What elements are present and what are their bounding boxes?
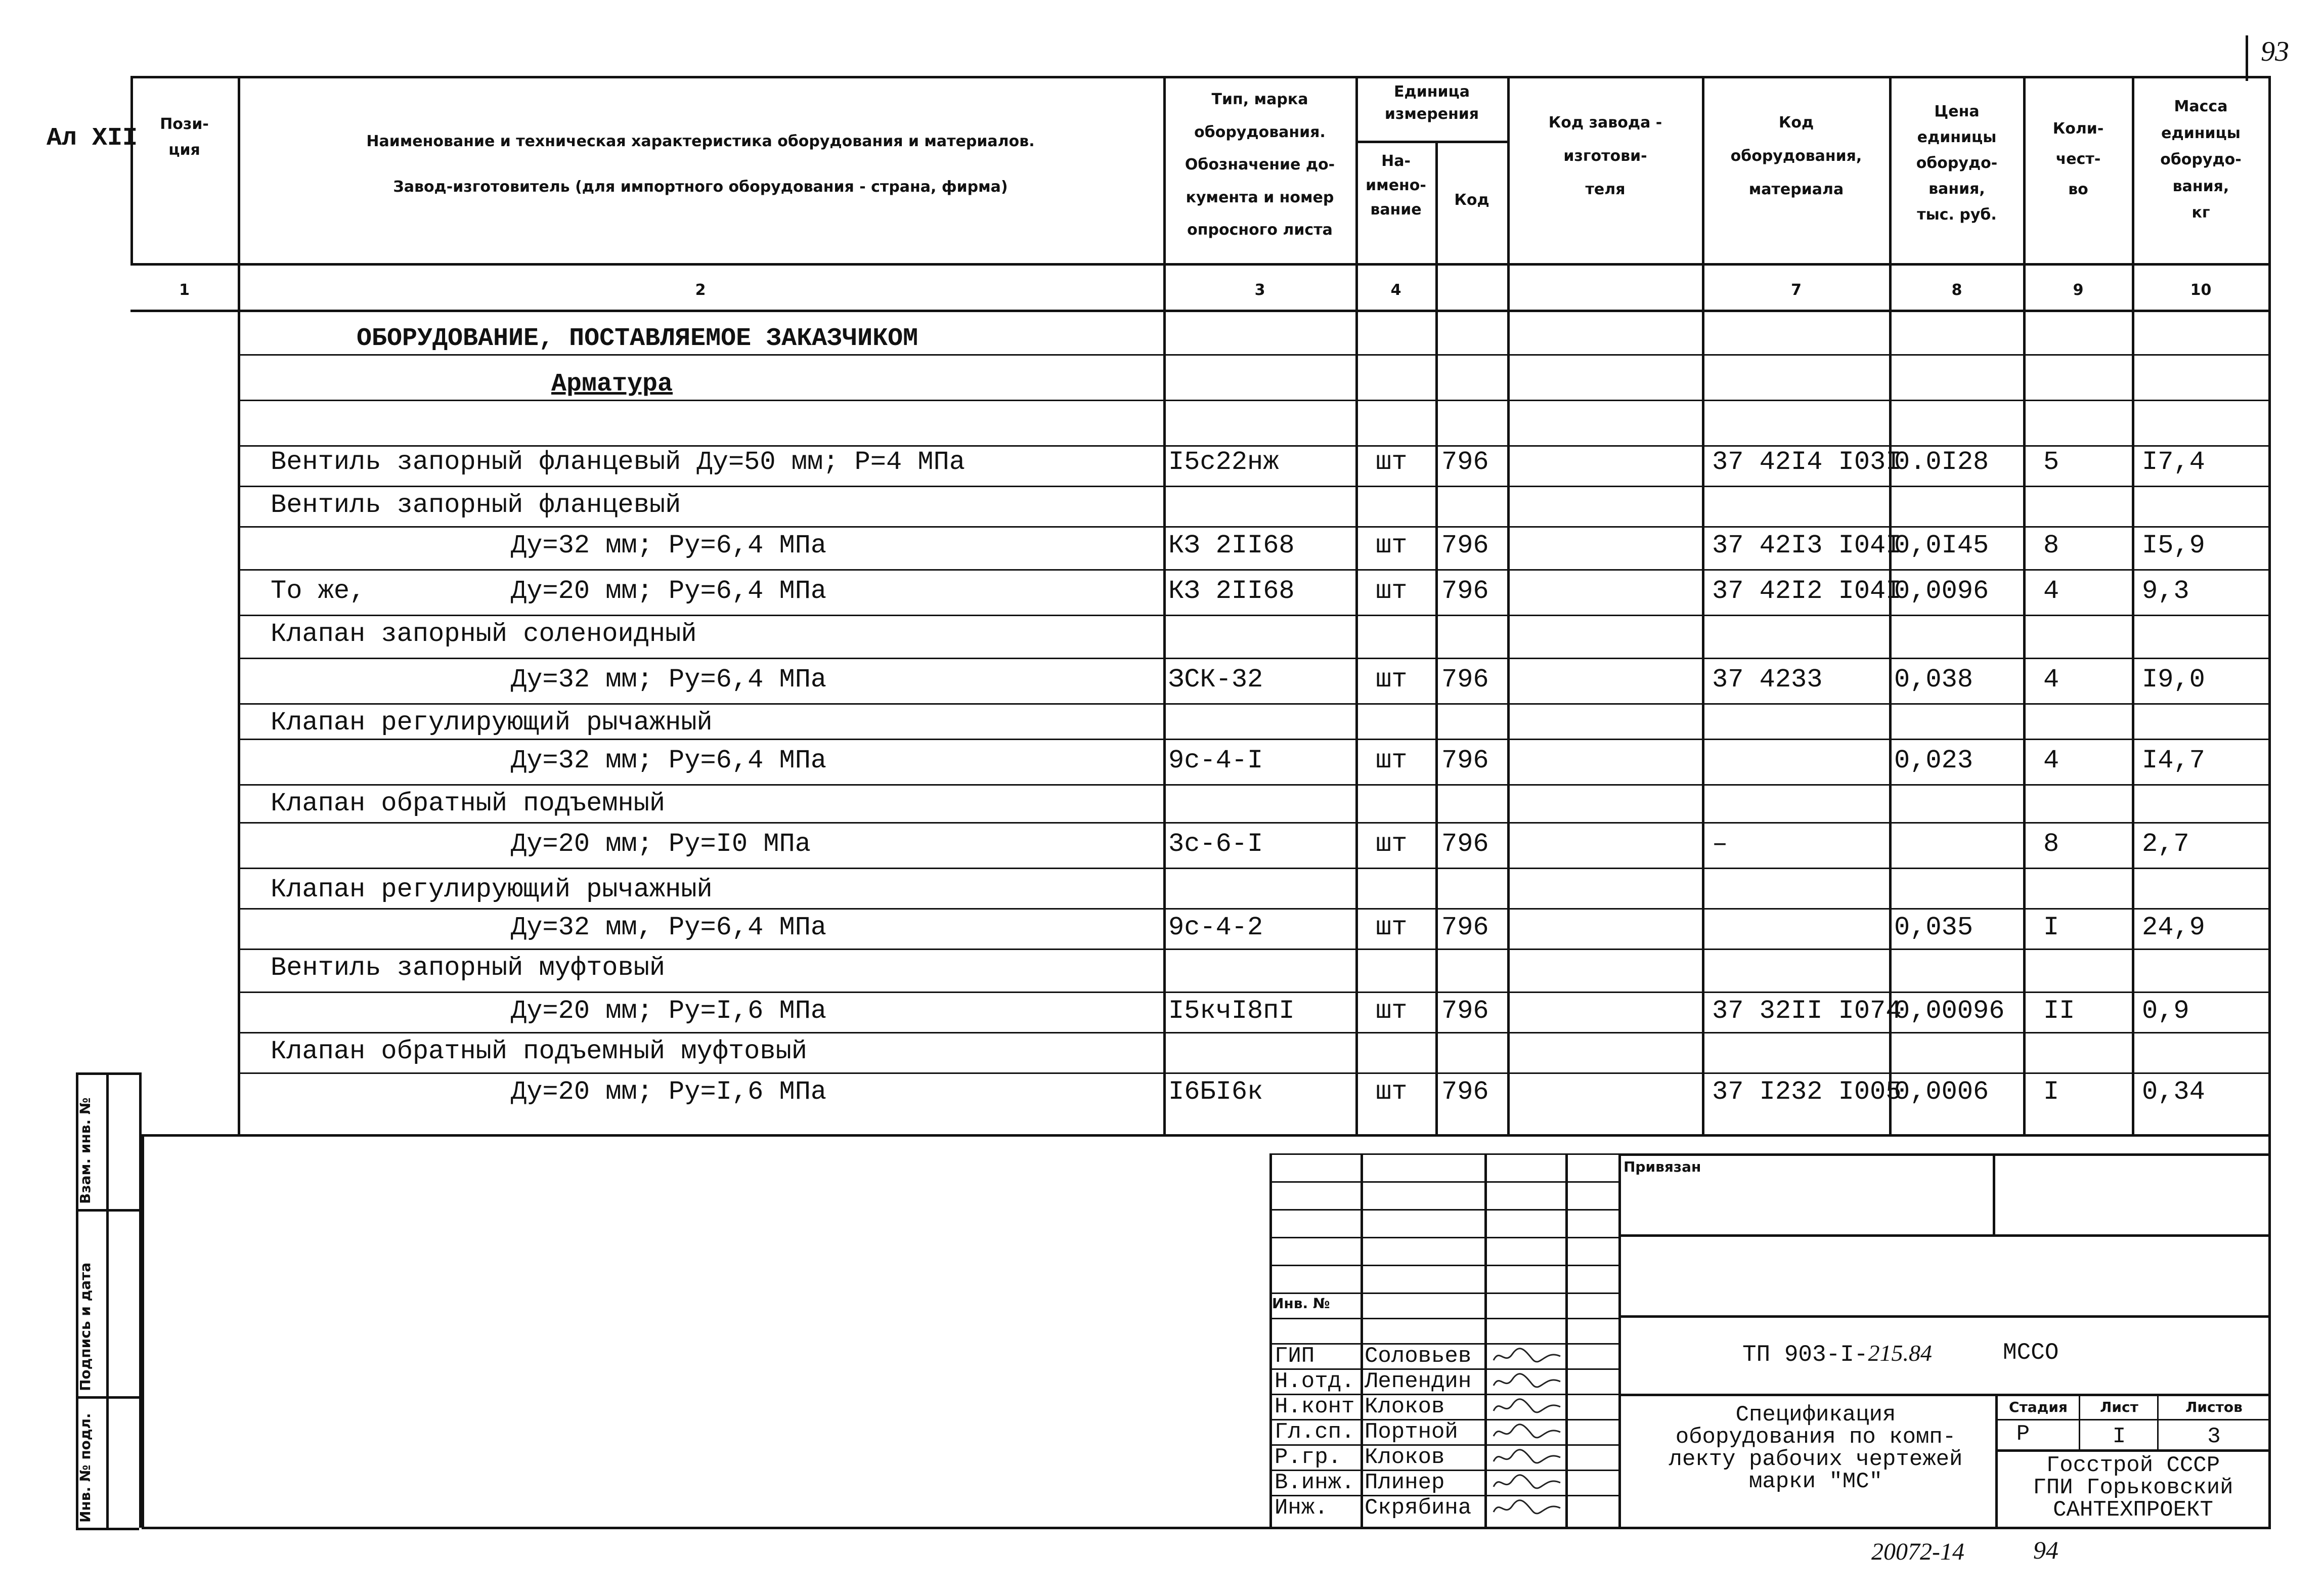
colnum-9: 9 xyxy=(2073,281,2084,299)
item-unit: шт xyxy=(1376,1077,1408,1107)
colnum-10: 10 xyxy=(2190,281,2212,299)
item-unit: шт xyxy=(1376,531,1408,561)
doc-suffix: МССО xyxy=(2003,1340,2059,1366)
side-stamp-mid xyxy=(106,1072,109,1528)
item-unit: шт xyxy=(1376,447,1408,477)
item-type: ЗСК-32 xyxy=(1168,665,1263,695)
frame-left xyxy=(142,1134,144,1529)
item-price: 0,0006 xyxy=(1894,1077,1989,1107)
item-qty: I xyxy=(2043,913,2059,942)
tb-h2 xyxy=(1269,1209,1618,1211)
item-price: 0,038 xyxy=(1894,665,1974,695)
colnum-7: 7 xyxy=(1791,281,1802,299)
stage-label: Стадия xyxy=(2009,1399,2068,1415)
tb-r-h-org xyxy=(1995,1449,2268,1452)
item-qty: 8 xyxy=(2043,531,2059,561)
tb-h0 xyxy=(1269,1153,1618,1155)
item-unit: шт xyxy=(1376,913,1408,942)
colnum-3: 3 xyxy=(1254,281,1265,299)
stamp-person: Лепендин xyxy=(1365,1369,1472,1394)
item-name: Ду=32 мм; Ру=6,4 МПа xyxy=(511,665,827,695)
signature-mark xyxy=(1489,1472,1565,1493)
unit-split-line xyxy=(1355,141,1507,143)
row-line xyxy=(238,1032,2268,1033)
tb-v5 xyxy=(1618,1153,1621,1528)
item-type: I5кчI8пI xyxy=(1168,996,1295,1026)
stamp-role: Н.отд. xyxy=(1275,1369,1355,1394)
header-name: Наименование и техническая характеристика оборудования и материалов. Завод-изготовитель (для импортного оборудования - страна, фирма) xyxy=(366,133,1035,196)
stamp-role: В.инж. xyxy=(1275,1470,1355,1495)
item-type: I5с22нж xyxy=(1168,447,1279,477)
header-unit: Единица измерения xyxy=(1384,83,1479,123)
stamp-person: Клоков xyxy=(1365,1445,1445,1470)
item-name: Клапан запорный соленоидный xyxy=(271,619,697,649)
item-qty: II xyxy=(2043,996,2075,1026)
item-unit-code: 796 xyxy=(1441,531,1489,561)
item-name: Ду=32 мм, Ру=6,4 МПа xyxy=(511,913,827,942)
tb-h5 xyxy=(1269,1292,1618,1294)
item-unit-code: 796 xyxy=(1441,913,1489,942)
section-row-line xyxy=(238,400,2268,401)
item-name: Ду=20 мм; Ру=I,6 МПа xyxy=(511,1077,827,1107)
item-unit: шт xyxy=(1376,829,1408,859)
doc-code-prefix: ТП 903-I- xyxy=(1742,1342,1868,1368)
row-line xyxy=(238,526,2268,528)
item-type: 9с-4-I xyxy=(1168,746,1263,775)
item-name: Ду=32 мм; Ру=6,4 МПа xyxy=(511,531,827,561)
item-name: Ду=20 мм; Ру=I0 МПа xyxy=(511,829,811,859)
side-stamp-bottom xyxy=(76,1528,139,1530)
tb-r-top xyxy=(1618,1153,2268,1156)
item-mass: 9,3 xyxy=(2142,576,2189,606)
tb-r-h3 xyxy=(1618,1394,2268,1396)
tb-r-v-stage2 xyxy=(2157,1394,2159,1449)
tb-r-h-stage xyxy=(1995,1419,2268,1420)
doc-code-hand: 215.84 xyxy=(1868,1340,1932,1366)
item-type: КЗ 2II68 xyxy=(1168,576,1295,606)
item-qty: 4 xyxy=(2043,746,2059,775)
item-price: 0,0I45 xyxy=(1894,531,1989,561)
item-qty: I xyxy=(2043,1077,2059,1107)
colnum-8: 8 xyxy=(1951,281,1962,299)
tb-r-h2 xyxy=(1618,1315,2268,1318)
item-unit: шт xyxy=(1376,996,1408,1026)
frame-right xyxy=(2268,1134,2271,1529)
item-mass: I7,4 xyxy=(2142,447,2205,477)
item-name: Ду=32 мм; Ру=6,4 МПа xyxy=(511,746,827,775)
item-price: 0.0I28 xyxy=(1894,447,1989,477)
header-unit-code: Код xyxy=(1454,191,1489,209)
row-line xyxy=(238,703,2268,705)
col-line-9 xyxy=(2132,76,2134,1134)
header-pos: Пози- ция xyxy=(160,115,209,159)
item-qty: 4 xyxy=(2043,576,2059,606)
table-bottom-border xyxy=(142,1134,2271,1137)
item-qty: 4 xyxy=(2043,665,2059,695)
row-line xyxy=(238,822,2268,824)
col-line-6 xyxy=(1702,76,1704,1134)
item-params: Ду=20 мм; Ру=6,4 МПа xyxy=(511,576,827,606)
item-name: Вентиль запорный муфтовый xyxy=(271,953,666,983)
row-line xyxy=(238,569,2268,571)
item-type: КЗ 2II68 xyxy=(1168,531,1295,561)
item-qty: 8 xyxy=(2043,829,2059,859)
item-equip-code: – xyxy=(1712,829,1728,859)
col-line-0 xyxy=(130,76,133,266)
row-line xyxy=(238,1072,2268,1074)
tb-h3 xyxy=(1269,1237,1618,1238)
section-title: ОБОРУДОВАНИЕ, ПОСТАВЛЯЕМОЕ ЗАКАЗЧИКОМ xyxy=(357,324,918,353)
doc-code xyxy=(1742,1340,1932,1368)
item-mass: I5,9 xyxy=(2142,531,2205,561)
header-price: Цена единицы оборудо- вания, тыс. руб. xyxy=(1916,103,1998,224)
item-equip-code: 37 I232 I005 xyxy=(1712,1077,1902,1107)
stamp-role: ГИП xyxy=(1275,1344,1315,1369)
item-unit: шт xyxy=(1376,665,1408,695)
table-top-border xyxy=(130,76,2271,78)
stamp-person: Плинер xyxy=(1365,1470,1445,1495)
item-name: Вентиль запорный фланцевый Ду=50 мм; Р=4 МПа xyxy=(271,447,966,477)
signature-mark xyxy=(1489,1370,1565,1392)
tb-h1 xyxy=(1269,1181,1618,1183)
signature-mark xyxy=(1489,1396,1565,1417)
item-equip-code: 37 42I4 I03I xyxy=(1712,447,1902,477)
item-type: 9с-4-2 xyxy=(1168,913,1263,942)
sheet-label: Лист xyxy=(2100,1399,2138,1415)
row-line xyxy=(238,908,2268,910)
header-equip-code: Код оборудования, материала xyxy=(1730,114,1862,198)
side-label-inv: Инв. № подл. xyxy=(77,1413,94,1523)
item-unit-code: 796 xyxy=(1441,665,1489,695)
signature-mark xyxy=(1489,1446,1565,1468)
item-price: 0,00096 xyxy=(1894,996,2005,1026)
stamp-role: Гл.сп. xyxy=(1275,1419,1355,1445)
item-unit-code: 796 xyxy=(1441,576,1489,606)
item-type: I6БI6к xyxy=(1168,1077,1263,1107)
row-line xyxy=(238,615,2268,616)
row-line xyxy=(238,486,2268,487)
colnum-2: 2 xyxy=(695,281,706,299)
item-equip-code: 37 4233 xyxy=(1712,665,1823,695)
signature-mark xyxy=(1489,1345,1565,1366)
item-price: 0,035 xyxy=(1894,913,1974,942)
item-type: 3с-6-I xyxy=(1168,829,1263,859)
stamp-role: Н.конт xyxy=(1275,1394,1355,1419)
frame-bottom xyxy=(142,1527,2271,1529)
item-unit-code: 796 xyxy=(1441,1077,1489,1107)
item-name: То же, xyxy=(271,576,366,606)
item-unit-code: 796 xyxy=(1441,447,1489,477)
tb-h6 xyxy=(1269,1318,1618,1319)
item-unit-code: 796 xyxy=(1441,746,1489,775)
stamp-person: Портной xyxy=(1365,1419,1458,1445)
item-price: 0,0096 xyxy=(1894,576,1989,606)
item-unit-code: 796 xyxy=(1441,829,1489,859)
stamp-role: Инж. xyxy=(1275,1495,1328,1521)
col-line-1 xyxy=(238,76,240,1134)
footer-page: 94 xyxy=(2033,1536,2058,1564)
item-name: Клапан регулирующий рычажный xyxy=(271,708,713,738)
item-unit-code: 796 xyxy=(1441,996,1489,1026)
item-equip-code: 37 42I2 I04I xyxy=(1712,576,1902,606)
page-number-tick xyxy=(2246,35,2248,81)
signature-mark xyxy=(1489,1497,1565,1518)
item-name: Клапан регулирующий рычажный xyxy=(271,875,713,904)
header-qty: Коли- чест- во xyxy=(2052,120,2104,198)
sheet-value: I xyxy=(2112,1424,2126,1449)
page-number: 93 xyxy=(2261,36,2289,67)
item-name: Вентиль запорный фланцевый xyxy=(271,490,681,520)
stamp-person: Клоков xyxy=(1365,1394,1445,1419)
side-label-sign-date: Подпись и дата xyxy=(77,1262,94,1391)
col-line-5 xyxy=(1507,76,1510,1134)
stage-value: Р xyxy=(2016,1421,2030,1447)
side-label-replace: Взам. инв. № xyxy=(77,1097,94,1204)
header-plant-code: Код завода - изготови- теля xyxy=(1548,114,1662,198)
row-line xyxy=(238,868,2268,869)
item-price: 0,023 xyxy=(1894,746,1974,775)
tb-r-v-stage1 xyxy=(2079,1394,2080,1449)
colnum-4: 4 xyxy=(1390,281,1401,299)
doc-title: Спецификация оборудования по комп- лекту рабочих чертежей марки "МС" xyxy=(1669,1402,1963,1494)
item-mass: I4,7 xyxy=(2142,746,2205,775)
item-mass: 2,7 xyxy=(2142,829,2189,859)
stamp-role: Р.гр. xyxy=(1275,1445,1342,1470)
signature-mark xyxy=(1489,1421,1565,1442)
item-unit: шт xyxy=(1376,746,1408,775)
colnum-bottom-border xyxy=(130,310,2271,312)
sheets-label: Листов xyxy=(2185,1399,2243,1415)
tb-r-v-priv xyxy=(1993,1153,1995,1234)
sheets-value: 3 xyxy=(2207,1424,2221,1449)
row-line xyxy=(238,949,2268,950)
col-line-10 xyxy=(2268,76,2271,1134)
item-mass: 0,9 xyxy=(2142,996,2189,1026)
tb-r-h1 xyxy=(1618,1234,2268,1237)
row-line xyxy=(238,658,2268,659)
colnum-1: 1 xyxy=(179,281,190,299)
album-label: Ал XII xyxy=(47,124,138,153)
item-mass: I9,0 xyxy=(2142,665,2205,695)
item-equip-code: 37 32II I074 xyxy=(1712,996,1902,1026)
inv-no-label: Инв. № xyxy=(1272,1295,1330,1312)
privyazan-label: Привязан xyxy=(1624,1158,1701,1175)
section-row-line xyxy=(238,445,2268,447)
section-row-line xyxy=(238,354,2268,356)
col-line-4 xyxy=(1435,141,1438,1134)
tb-h4 xyxy=(1269,1265,1618,1266)
subsection-title: Арматура xyxy=(551,370,673,399)
stamp-person: Соловьев xyxy=(1365,1344,1472,1369)
stamp-person: Скрябина xyxy=(1365,1495,1472,1521)
col-line-3 xyxy=(1355,76,1358,1134)
header-unit-name: На- имено- вание xyxy=(1366,152,1426,219)
item-equip-code: 37 42I3 I04I xyxy=(1712,531,1902,561)
item-qty: 5 xyxy=(2043,447,2059,477)
header-type: Тип, марка оборудования. Обозначение до- кумента и номер опросного листа xyxy=(1185,91,1335,239)
item-name: Ду=20 мм; Ру=I,6 МПа xyxy=(511,996,827,1026)
item-mass: 0,34 xyxy=(2142,1077,2205,1107)
row-line xyxy=(238,784,2268,786)
item-mass: 24,9 xyxy=(2142,913,2205,942)
col-line-8 xyxy=(2023,76,2026,1134)
footer-number: 20072-14 xyxy=(1871,1538,1964,1565)
header-mass: Масса единицы оборудо- вания, кг xyxy=(2160,98,2242,222)
item-name: Клапан обратный подъемный xyxy=(271,789,666,818)
row-line xyxy=(238,739,2268,740)
item-name: Клапан обратный подъемный муфтовый xyxy=(271,1037,807,1066)
header-bottom-border xyxy=(130,263,2271,266)
org-name: Госстрой СССР ГПИ Горьковский САНТЕХПРОЕКТ xyxy=(2033,1453,2233,1523)
item-unit: шт xyxy=(1376,576,1408,606)
row-line xyxy=(238,992,2268,993)
